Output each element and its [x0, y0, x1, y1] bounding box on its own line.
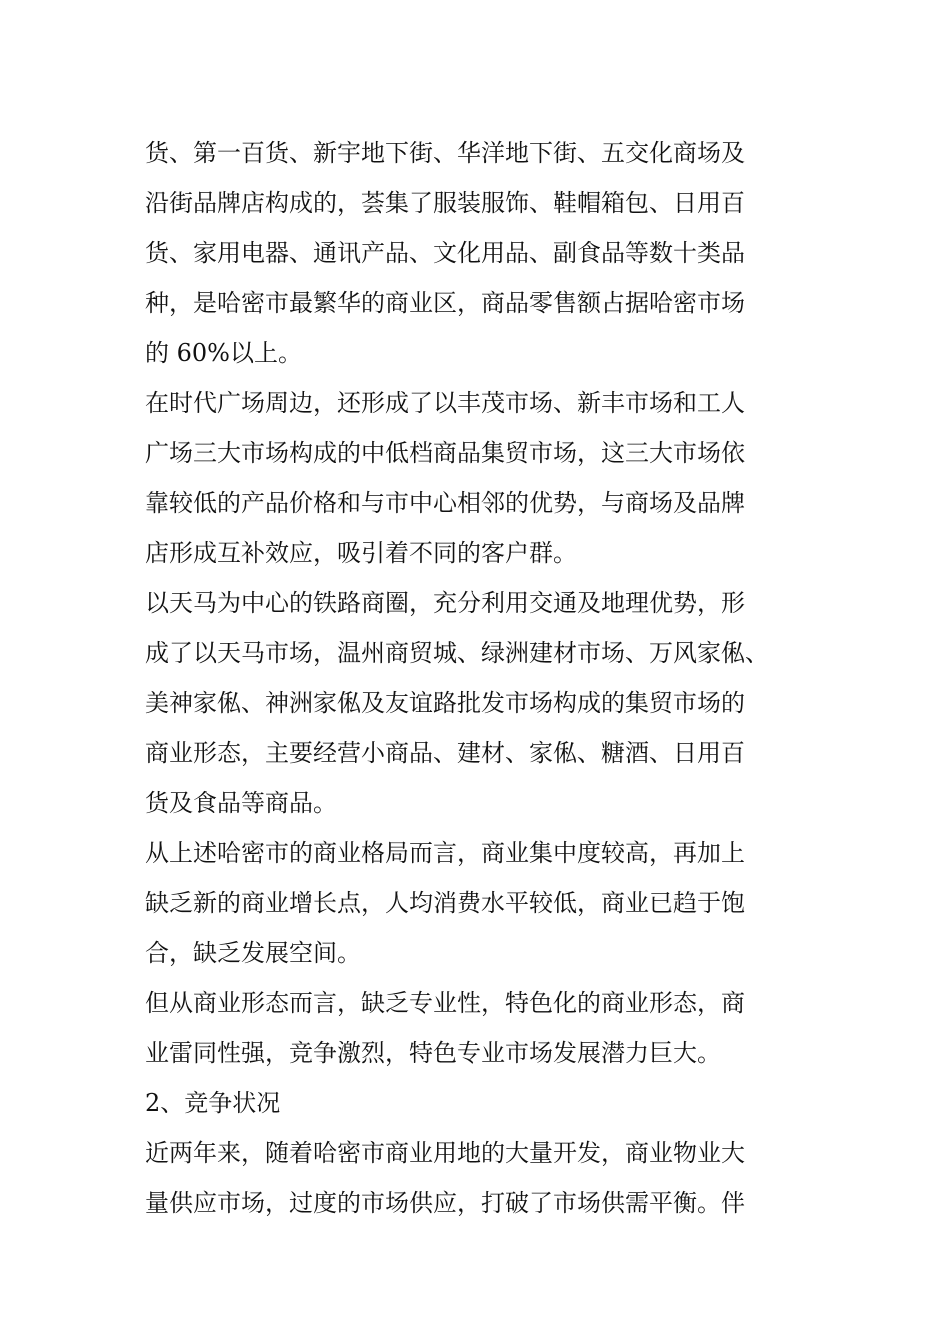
text-line: 货、家用电器、通讯产品、文化用品、副食品等数十类品	[145, 239, 745, 267]
text-line: 美神家俬、神洲家俬及友谊路批发市场构成的集贸市场的	[145, 689, 745, 717]
text-line: 缺乏新的商业增长点，人均消费水平较低，商业已趋于饱	[145, 889, 745, 917]
paragraph-start-line: 从上述哈密市的商业格局而言，商业集中度较高，再加上	[145, 839, 745, 867]
text-line: 种，是哈密市最繁华的商业区，商品零售额占据哈密市场	[145, 289, 745, 317]
text-line: 靠较低的产品价格和与市中心相邻的优势，与商场及品牌	[145, 489, 745, 517]
document-body	[145, 128, 795, 1228]
text-line: 业雷同性强，竞争激烈，特色专业市场发展潜力巨大。	[145, 1039, 721, 1067]
text-line: 合，缺乏发展空间。	[145, 939, 361, 967]
text-line: 成了以天马市场，温州商贸城、绿洲建材市场、万风家俬、	[145, 639, 769, 667]
paragraph-start-line: 但从商业形态而言，缺乏专业性，特色化的商业形态，商	[145, 989, 745, 1017]
paragraph-start-line: 近两年来，随着哈密市商业用地的大量开发，商业物业大	[145, 1139, 745, 1167]
paragraph-start-line: 在时代广场周边，还形成了以丰茂市场、新丰市场和工人	[145, 389, 745, 417]
section-heading: 2、竞争状况	[145, 1089, 281, 1117]
text-line: 货及食品等商品。	[145, 789, 337, 817]
text-line: 沿街品牌店构成的，荟集了服装服饰、鞋帽箱包、日用百	[145, 189, 745, 217]
paragraph-start-line: 以天马为中心的铁路商圈，充分利用交通及地理优势，形	[145, 589, 745, 617]
text-line: 的 60%以上。	[145, 339, 302, 367]
text-line: 货、第一百货、新宇地下街、华洋地下街、五交化商场及	[145, 139, 745, 167]
text-line: 店形成互补效应，吸引着不同的客户群。	[145, 539, 577, 567]
text-line: 商业形态，主要经营小商品、建材、家俬、糖酒、日用百	[145, 739, 745, 767]
text-line: 广场三大市场构成的中低档商品集贸市场，这三大市场依	[145, 439, 745, 467]
text-line: 量供应市场，过度的市场供应，打破了市场供需平衡。伴	[145, 1189, 745, 1217]
